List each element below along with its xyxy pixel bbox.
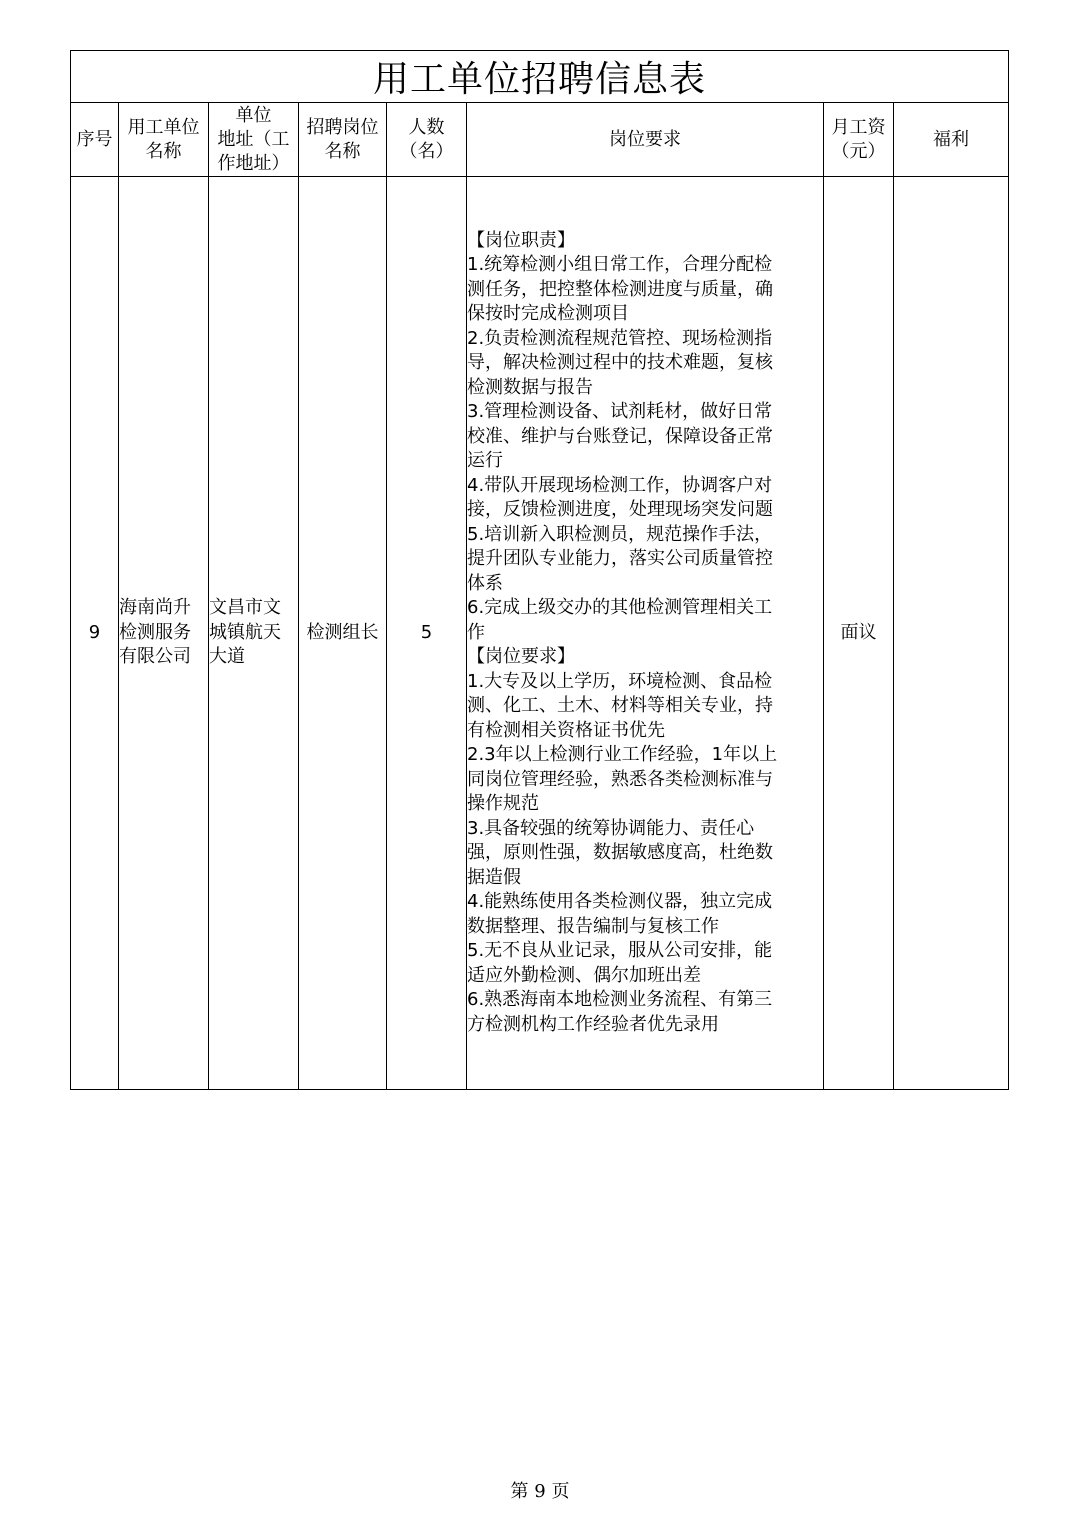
cell-company: 海南尚升 检测服务 有限公司 <box>119 177 209 1090</box>
cell-position: 检测组长 <box>299 177 387 1090</box>
table-row <box>71 177 1009 1090</box>
header-welfare: 福利 <box>894 103 1009 177</box>
header-requirements: 岗位要求 <box>467 103 824 177</box>
page-number: 第 9 页 <box>510 1481 570 1502</box>
header-salary: 月工资 （元） <box>824 103 894 177</box>
header-address: 单位 地址（工 作地址） <box>209 103 299 177</box>
header-company: 用工单位 名称 <box>119 103 209 177</box>
header-count: 人数 （名） <box>387 103 467 177</box>
header-row <box>71 103 1009 177</box>
requirements-text: 【岗位职责】 1.统筹检测小组日常工作，合理分配检 测任务，把控整体检测进度与质量，确 保按时完成检测项目 2.负责检测流程规范管控、现场检测指 导，解决检测过程中的技术难题，复核 检测数据与报告 3.管理检测设备、试剂耗材，做好日常 校准、维护与台账登记，保障设备正常 运行 4.带队开展现场检测工作，协调客户对 接，反馈检测进度，处理现场突发问题 5.培训新入职检测员，规范操作手法， 提升团队专业能力，落实公司质量管控 体系 6.完成上级交办的其他检测管理相关工 作 【岗位要求】 1.大专及以上学历，环境检测、食品检 测、化工、土木、材料等相关专业，持 有检测相关资格证书优先 2.3年以上检测行业工作经验，1年以上 同岗位管理经验，熟悉各类检测标准与 操作规范 3.具备较强的统筹协调能力、责任心 强，原则性强，数据敏感度高，杜绝数 据造假 4.能熟练使用各类检测仪器，独立完成 数据整理、报告编制与复核工作 5.无不良从业记录，服从公司安排，能 适应外勤检测、偶尔加班出差 6.熟悉海南本地检测业务流程、有第三 方检测机构工作经验者优先录用 <box>467 229 778 1035</box>
cell-requirements <box>467 177 824 1090</box>
cell-welfare <box>894 177 1009 1090</box>
header-seq: 序号 <box>71 103 119 177</box>
cell-address: 文昌市文 城镇航天 大道 <box>209 177 299 1090</box>
cell-count: 5 <box>387 177 467 1090</box>
recruitment-table <box>70 50 1009 1090</box>
header-position: 招聘岗位 名称 <box>299 103 387 177</box>
cell-salary: 面议 <box>824 177 894 1090</box>
cell-seq: 9 <box>71 177 119 1090</box>
page-title: 用工单位招聘信息表 <box>71 51 1009 103</box>
